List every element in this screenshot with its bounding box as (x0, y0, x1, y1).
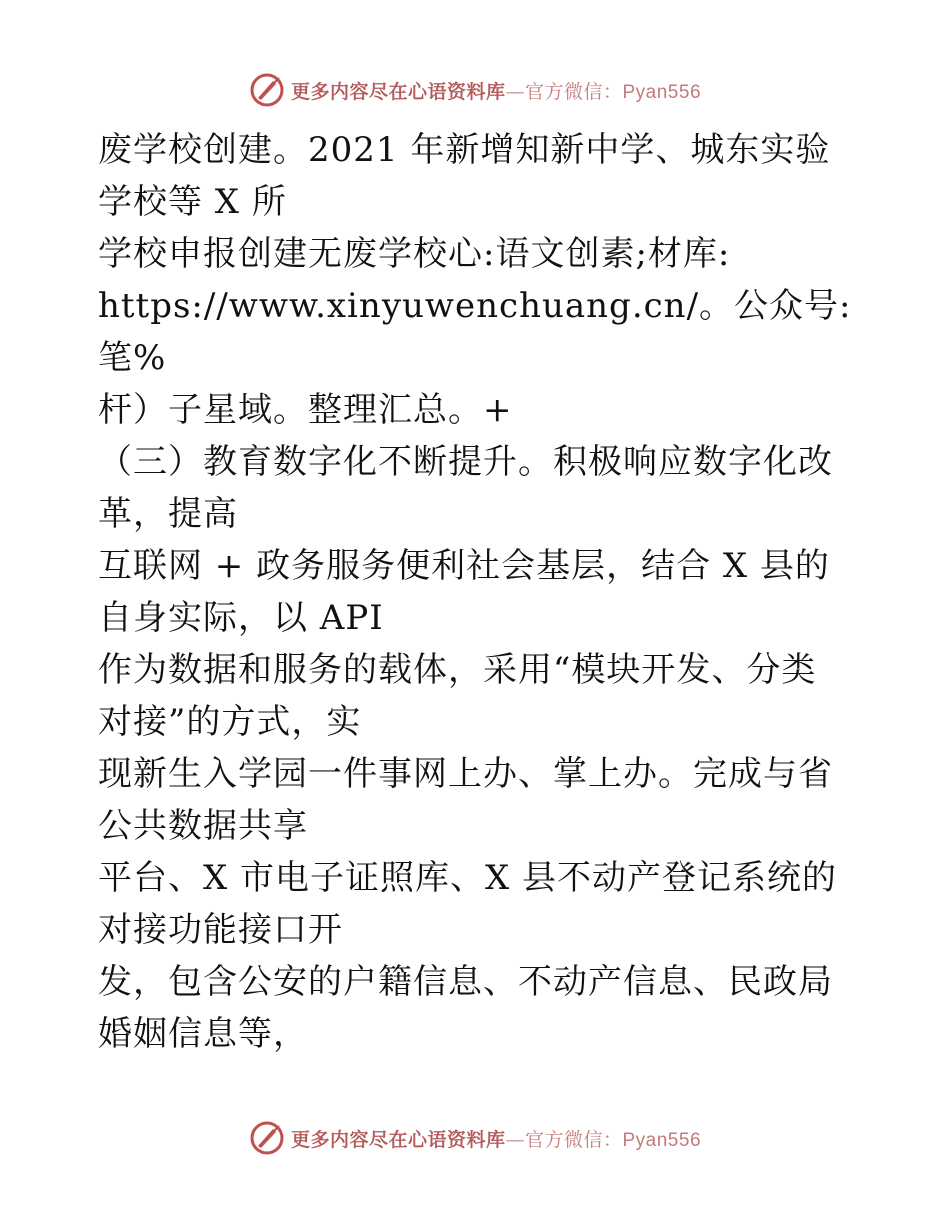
text-line: （三）教育数字化不断提升。积极响应数字化改 (98, 442, 833, 482)
feather-pen-logo-icon (249, 72, 285, 108)
watermark-wechat-label: 官方微信： (524, 1128, 623, 1151)
watermark-wechat-id: Pyan556 (622, 1129, 702, 1151)
text-line: 婚姻信息等， (98, 1014, 308, 1054)
text-line: 革，提高 (98, 494, 238, 534)
text-line: 学校等 X 所 (98, 182, 287, 222)
text-line: 发，包含公安的户籍信息、不动产信息、民政局 (98, 962, 833, 1002)
watermark-dash: — (505, 1128, 525, 1151)
text-line: 公共数据共享 (98, 806, 308, 846)
feather-pen-logo-icon (249, 1120, 285, 1156)
document-body (98, 124, 858, 1060)
header-watermark (0, 70, 950, 110)
text-line: 废学校创建。2021 年新增知新中学、城东实验 (98, 130, 831, 170)
text-line: 学校申报创建无废学校心:语文创素;材库: (98, 234, 731, 274)
text-line: https://www.xinyuwenchuang.cn/。公众号: 笔% (98, 286, 852, 378)
text-line: 平台、X 市电子证照库、X 县不动产登记系统的 (98, 858, 838, 898)
watermark-main: 更多内容尽在心语资料库 (290, 80, 506, 103)
watermark-wechat-label: 官方微信： (524, 80, 623, 103)
watermark-wechat-id: Pyan556 (622, 81, 702, 103)
watermark-dash: — (505, 80, 525, 103)
watermark-text (291, 1125, 701, 1152)
footer-watermark (0, 1118, 950, 1158)
text-line: 杆）子星域。整理汇总。+ (98, 390, 513, 430)
watermark-main: 更多内容尽在心语资料库 (290, 1128, 506, 1151)
text-line: 对接”的方式，实 (98, 702, 362, 742)
text-line: 现新生入学园一件事网上办、掌上办。完成与省 (98, 754, 833, 794)
text-line: 对接功能接口开 (98, 910, 343, 950)
text-line: 作为数据和服务的载体，采用“模块开发、分类 (98, 650, 817, 690)
text-line: 互联网 + 政务服务便利社会基层，结合 X 县的 (98, 546, 830, 586)
text-line: 自身实际，以 API (98, 598, 384, 638)
watermark-text (291, 77, 701, 104)
